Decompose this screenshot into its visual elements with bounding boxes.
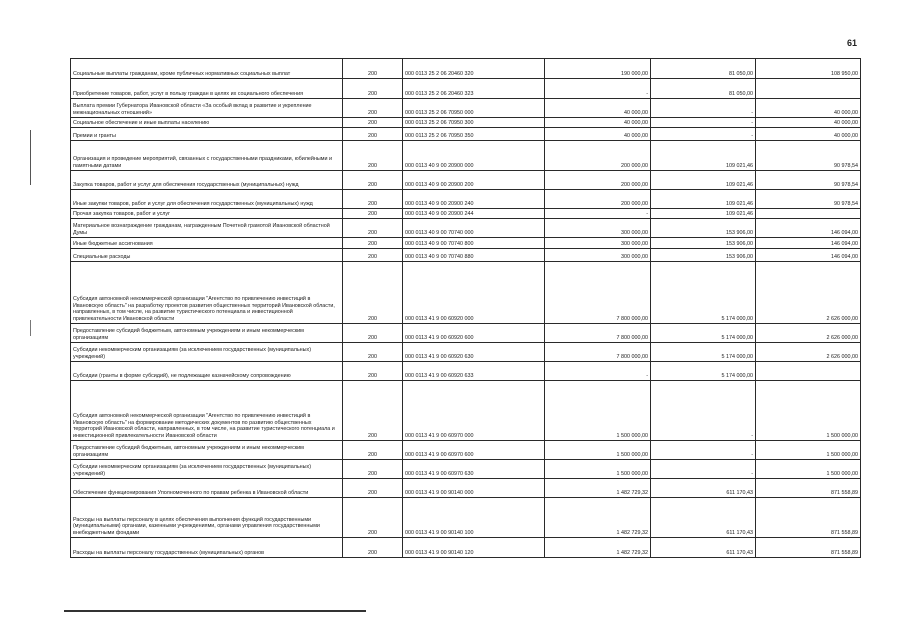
row-name-cell: Социальное обеспечение и иные выплаты населению [71, 118, 343, 128]
row-kbk-cell: 000 0113 40 9 00 70740 800 [403, 238, 545, 249]
table-row [71, 324, 861, 343]
table-row [71, 441, 861, 460]
row-executed-cell: 109 021,46 [651, 171, 756, 190]
row-name-cell: Прочая закупка товаров, работ и услуг [71, 209, 343, 219]
row-executed-cell: 153 906,00 [651, 249, 756, 262]
table-row [71, 219, 861, 238]
margin-mark [30, 130, 31, 185]
table-row [71, 498, 861, 538]
row-name-cell: Расходы на выплаты персоналу государственных (муниципальных) органов [71, 538, 343, 558]
row-kbk-cell: 000 0113 40 9 00 20900 244 [403, 209, 545, 219]
row-remainder-cell: 40 000,00 [756, 118, 861, 128]
table-row [71, 171, 861, 190]
row-name-cell: Обеспечение функционирования Уполномоченного по правам ребенка в Ивановской области [71, 479, 343, 498]
row-name-cell: Приобретение товаров, работ, услуг в пользу граждан в целях их социального обеспечения [71, 79, 343, 99]
row-executed-cell: - [651, 99, 756, 118]
row-plan-cell: - [545, 209, 651, 219]
row-name-cell: Субсидии некоммерческим организациям (за исключением государственных (муниципальных) учреждений) [71, 343, 343, 362]
row-kbk-cell: 000 0113 41 9 00 60970 000 [403, 381, 545, 441]
row-code-cell: 200 [343, 118, 403, 128]
bottom-rule [64, 610, 366, 612]
row-code-cell: 200 [343, 190, 403, 209]
row-name-cell: Субсидия автономной некоммерческой организации "Агентство по привлечению инвестиций в Ивановскую область" на формирование методических документов по развитию общественных территорий Ивановской области, направленных, в том числе, на развитие туристического потенциала и инвестиционной привлекательности Ивановской области [71, 381, 343, 441]
table-row [71, 362, 861, 381]
table-row [71, 381, 861, 441]
row-plan-cell: 7 800 000,00 [545, 262, 651, 324]
row-executed-cell: 153 906,00 [651, 238, 756, 249]
margin-tick [30, 320, 31, 336]
row-kbk-cell: 000 0113 25 2 06 70950 350 [403, 128, 545, 141]
row-plan-cell: - [545, 79, 651, 99]
budget-execution-table [70, 58, 861, 558]
row-code-cell: 200 [343, 460, 403, 479]
row-code-cell: 200 [343, 219, 403, 238]
row-code-cell: 200 [343, 209, 403, 219]
row-executed-cell: 109 021,46 [651, 190, 756, 209]
row-remainder-cell: 90 978,54 [756, 190, 861, 209]
row-executed-cell: 5 174 000,00 [651, 324, 756, 343]
page-number: 61 [847, 38, 858, 48]
row-executed-cell: 81 050,00 [651, 59, 756, 79]
row-kbk-cell: 000 0113 40 9 00 20900 200 [403, 171, 545, 190]
row-name-cell: Предоставление субсидий бюджетным, автономным учреждениям и иным некоммерческим организациям [71, 441, 343, 460]
row-kbk-cell: 000 0113 41 9 00 90140 100 [403, 498, 545, 538]
row-kbk-cell: 000 0113 41 9 00 60920 000 [403, 262, 545, 324]
row-remainder-cell: 1 500 000,00 [756, 441, 861, 460]
table-row [71, 190, 861, 209]
row-code-cell: 200 [343, 128, 403, 141]
row-executed-cell: 611 170,43 [651, 479, 756, 498]
table-row [71, 59, 861, 79]
row-kbk-cell: 000 0113 41 9 00 90140 120 [403, 538, 545, 558]
row-name-cell: Субсидии некоммерческим организациям (за исключением государственных (муниципальных) учреждений) [71, 460, 343, 479]
row-executed-cell: 109 021,46 [651, 209, 756, 219]
table-row [71, 118, 861, 128]
row-remainder-cell: 2 626 000,00 [756, 324, 861, 343]
row-plan-cell: 40 000,00 [545, 128, 651, 141]
row-plan-cell: 1 482 729,32 [545, 479, 651, 498]
row-name-cell: Субсидия автономной некоммерческой организации "Агентство по привлечению инвестиций в Ивановскую область" на разработку проектов развития общественных территорий Ивановской области, направленных, в том числе, на развитие туристического потенциала и инвестиционной привлекательности Ивановской области [71, 262, 343, 324]
row-plan-cell: 1 482 729,32 [545, 498, 651, 538]
row-executed-cell: - [651, 460, 756, 479]
row-code-cell: 200 [343, 79, 403, 99]
table-row [71, 79, 861, 99]
row-code-cell: 200 [343, 538, 403, 558]
row-executed-cell: 611 170,43 [651, 538, 756, 558]
row-plan-cell: 40 000,00 [545, 99, 651, 118]
row-plan-cell: 40 000,00 [545, 118, 651, 128]
row-remainder-cell: 90 978,54 [756, 141, 861, 171]
row-remainder-cell: 2 626 000,00 [756, 343, 861, 362]
row-remainder-cell: 146 094,00 [756, 238, 861, 249]
row-name-cell: Выплата премии Губернатора Ивановской области «За особый вклад в развитие и укрепление межнациональных отношений» [71, 99, 343, 118]
row-kbk-cell: 000 0113 40 9 00 70740 880 [403, 249, 545, 262]
row-remainder-cell: 871 558,89 [756, 498, 861, 538]
table-row [71, 99, 861, 118]
row-executed-cell: - [651, 441, 756, 460]
row-plan-cell: 200 000,00 [545, 141, 651, 171]
row-kbk-cell: 000 0113 40 9 00 20900 240 [403, 190, 545, 209]
table-row [71, 209, 861, 219]
row-executed-cell: 5 174 000,00 [651, 343, 756, 362]
row-remainder-cell [756, 362, 861, 381]
row-name-cell: Организация и проведение мероприятий, связанных с государственными праздниками, юбилейными и памятными датами [71, 141, 343, 171]
row-plan-cell: 1 482 729,32 [545, 538, 651, 558]
table-row [71, 460, 861, 479]
row-code-cell: 200 [343, 249, 403, 262]
row-plan-cell: 200 000,00 [545, 190, 651, 209]
row-remainder-cell: 871 558,89 [756, 479, 861, 498]
row-name-cell: Социальные выплаты гражданам, кроме публичных нормативных социальных выплат [71, 59, 343, 79]
row-executed-cell: 81 050,00 [651, 79, 756, 99]
row-code-cell: 200 [343, 59, 403, 79]
row-kbk-cell: 000 0113 41 9 00 60970 630 [403, 460, 545, 479]
row-kbk-cell: 000 0113 40 9 00 70740 000 [403, 219, 545, 238]
row-executed-cell: 5 174 000,00 [651, 262, 756, 324]
row-code-cell: 200 [343, 479, 403, 498]
row-plan-cell: 300 000,00 [545, 238, 651, 249]
row-remainder-cell: 146 094,00 [756, 249, 861, 262]
row-code-cell: 200 [343, 324, 403, 343]
table-row [71, 238, 861, 249]
row-plan-cell: 190 000,00 [545, 59, 651, 79]
row-code-cell: 200 [343, 343, 403, 362]
row-remainder-cell: 1 500 000,00 [756, 460, 861, 479]
row-code-cell: 200 [343, 238, 403, 249]
row-remainder-cell: 1 500 000,00 [756, 381, 861, 441]
row-code-cell: 200 [343, 171, 403, 190]
row-code-cell: 200 [343, 498, 403, 538]
row-kbk-cell: 000 0113 25 2 06 20460 323 [403, 79, 545, 99]
row-name-cell: Расходы на выплаты персоналу в целях обеспечения выполнения функций государственными (муниципальными) органами, казенными учреждениями, органами управления государственными внебюджетными фондами [71, 498, 343, 538]
row-plan-cell: 7 800 000,00 [545, 343, 651, 362]
row-kbk-cell: 000 0113 41 9 00 90140 000 [403, 479, 545, 498]
row-name-cell: Иные бюджетные ассигнования [71, 238, 343, 249]
row-plan-cell: 1 500 000,00 [545, 441, 651, 460]
row-executed-cell: 5 174 000,00 [651, 362, 756, 381]
row-kbk-cell: 000 0113 25 2 06 70950 300 [403, 118, 545, 128]
row-name-cell: Субсидии (гранты в форме субсидий), не подлежащие казначейскому сопровождению [71, 362, 343, 381]
table-row [71, 128, 861, 141]
row-executed-cell: 153 906,00 [651, 219, 756, 238]
table-row [71, 141, 861, 171]
row-kbk-cell: 000 0113 41 9 00 60970 600 [403, 441, 545, 460]
row-name-cell: Иные закупки товаров, работ и услуг для обеспечения государственных (муниципальных) нужд [71, 190, 343, 209]
row-code-cell: 200 [343, 99, 403, 118]
row-name-cell: Специальные расходы [71, 249, 343, 262]
table-row [71, 249, 861, 262]
row-name-cell: Предоставление субсидий бюджетным, автономным учреждениям и иным некоммерческим организациям [71, 324, 343, 343]
row-code-cell: 200 [343, 441, 403, 460]
row-name-cell: Материальное вознаграждение гражданам, награжденным Почетной грамотой Ивановской областной Думы [71, 219, 343, 238]
row-plan-cell: 200 000,00 [545, 171, 651, 190]
row-kbk-cell: 000 0113 41 9 00 60920 600 [403, 324, 545, 343]
row-name-cell: Премии и гранты [71, 128, 343, 141]
row-kbk-cell: 000 0113 41 9 00 60920 633 [403, 362, 545, 381]
row-kbk-cell: 000 0113 40 9 00 20900 000 [403, 141, 545, 171]
table-row [71, 479, 861, 498]
row-code-cell: 200 [343, 262, 403, 324]
row-executed-cell: - [651, 118, 756, 128]
row-kbk-cell: 000 0113 25 2 06 70950 000 [403, 99, 545, 118]
row-plan-cell: 300 000,00 [545, 249, 651, 262]
row-remainder-cell: 871 558,89 [756, 538, 861, 558]
table-row [71, 538, 861, 558]
row-remainder-cell [756, 79, 861, 99]
row-executed-cell: - [651, 128, 756, 141]
row-code-cell: 200 [343, 381, 403, 441]
row-name-cell: Закупка товаров, работ и услуг для обеспечения государственных (муниципальных) нужд [71, 171, 343, 190]
row-kbk-cell: 000 0113 25 2 06 20460 320 [403, 59, 545, 79]
row-executed-cell: - [651, 381, 756, 441]
row-plan-cell: - [545, 362, 651, 381]
row-remainder-cell: 40 000,00 [756, 128, 861, 141]
row-remainder-cell: 108 950,00 [756, 59, 861, 79]
row-executed-cell: 611 170,43 [651, 498, 756, 538]
row-plan-cell: 1 500 000,00 [545, 460, 651, 479]
row-remainder-cell: 146 094,00 [756, 219, 861, 238]
row-plan-cell: 7 800 000,00 [545, 324, 651, 343]
row-kbk-cell: 000 0113 41 9 00 60920 630 [403, 343, 545, 362]
table-row [71, 262, 861, 324]
row-code-cell: 200 [343, 141, 403, 171]
row-plan-cell: 1 500 000,00 [545, 381, 651, 441]
row-plan-cell: 300 000,00 [545, 219, 651, 238]
row-remainder-cell: 90 978,54 [756, 171, 861, 190]
row-remainder-cell [756, 209, 861, 219]
row-executed-cell: 109 021,46 [651, 141, 756, 171]
table-row [71, 343, 861, 362]
row-code-cell: 200 [343, 362, 403, 381]
row-remainder-cell: 2 626 000,00 [756, 262, 861, 324]
row-remainder-cell: 40 000,00 [756, 99, 861, 118]
